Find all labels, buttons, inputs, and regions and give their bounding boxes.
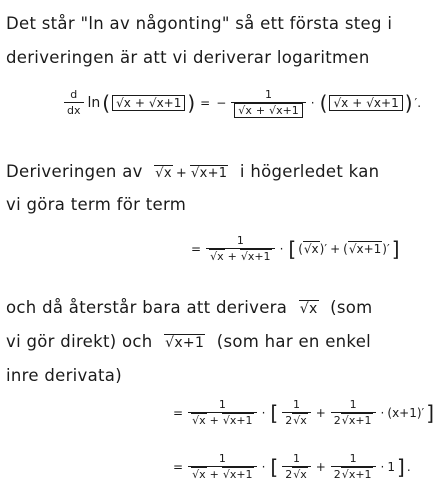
text-line-5: och då återstår bara att derivera √ x (som xyxy=(6,298,372,317)
reciprocal-fraction: 1 √ x +√ x+1 xyxy=(231,88,306,117)
text-line-1: Det står "ln av någonting" så ett första steg i xyxy=(6,14,393,33)
text-line-6: vi gör direkt) och √ x+1 (som har en enkel xyxy=(6,332,371,351)
equation-4: = 1 √ x +√ x+1 · [ $\frac{1}{2√ x}$ + $\frac{1}{2√ x+1}$ · 1 ] . xyxy=(170,452,411,481)
equation-2: = 1 √ x +√ x+1 · [ ( √ x ) ′ + ( √ x+1 ) ′ ] xyxy=(188,234,402,263)
text-line-4: vi göra term för term xyxy=(6,195,187,214)
derivative-operator: $\frac{d}{dx}$ xyxy=(64,88,84,117)
text-line-7: inre derivata) xyxy=(6,366,122,385)
text-line-2: deriveringen är att vi deriverar logaritmen xyxy=(6,48,370,67)
equation-3: = 1 √ x +√ x+1 · [ $\frac{1}{2√ x}$ + $\frac{1}{2√ x+1}$ · ( x+1 ) ′ ] xyxy=(170,398,436,427)
ln-symbol: ln xyxy=(87,94,101,111)
text-line-3: Deriveringen av √ x +√ x+1 i högerledet kan xyxy=(6,162,379,181)
equation-1: $\frac{d}{dx}$ ln ( √ x +√ x+1 ) = − 1 √ x +√ x+1 · ( √ x +√ x+1 ) ′ . xyxy=(62,88,421,117)
ln-argument: √ x +√ x+1 xyxy=(112,95,185,111)
